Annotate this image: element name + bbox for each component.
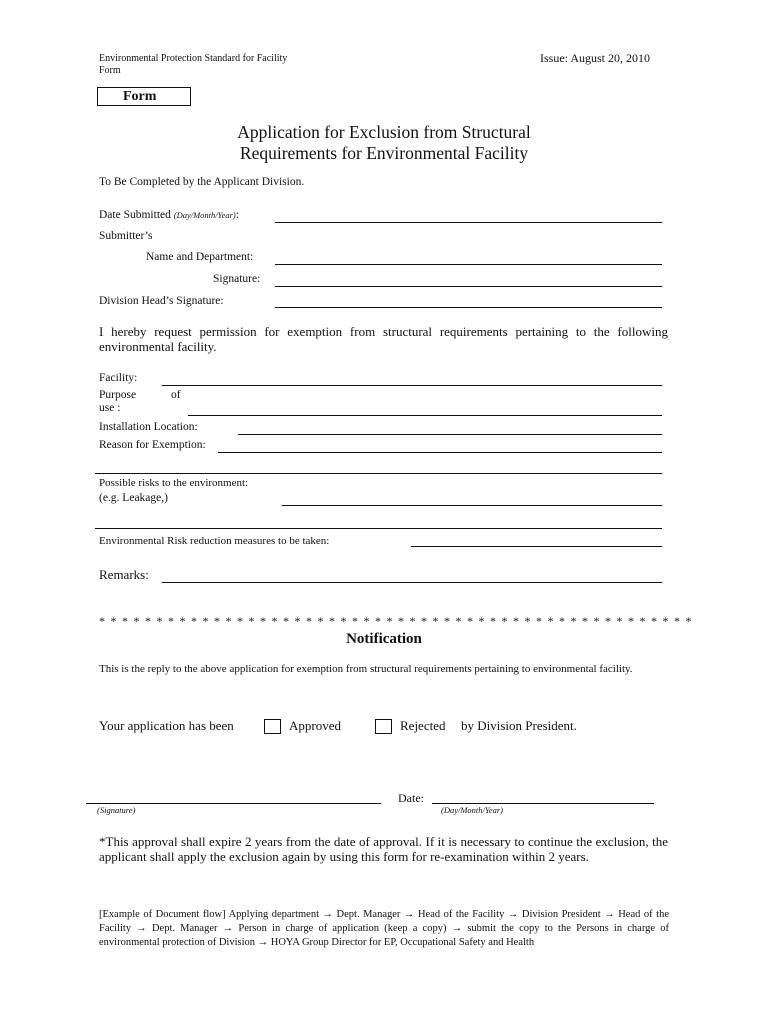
rejected-label: Rejected: [400, 718, 446, 733]
remarks-line[interactable]: [162, 582, 662, 583]
risks-label: Possible risks to the environment:: [99, 477, 249, 489]
reason-label: Reason for Exemption:: [99, 439, 206, 451]
applicant-note: To Be Completed by the Applicant Division.: [99, 176, 305, 188]
approved-checkbox[interactable]: [264, 719, 281, 734]
purpose-label: Purpose: [99, 389, 137, 401]
header-form: Form: [99, 65, 121, 76]
signature-label: Signature:: [213, 273, 261, 285]
header-standard: Environmental Protection Standard for Facility: [99, 53, 288, 64]
rejected-checkbox[interactable]: [375, 719, 392, 734]
approved-label: Approved: [289, 718, 341, 733]
expiry-note: *This approval shall expire 2 years from the date of approval. If it is necessary to continue the exclusion, the applicant shall apply the exclusion again by using this form for re-examination within 2 years.: [99, 834, 668, 864]
remarks-label: Remarks:: [99, 567, 149, 582]
name-dept-label: Name and Department:: [146, 251, 254, 263]
installation-line[interactable]: [238, 434, 662, 435]
risks-line-2[interactable]: [95, 528, 662, 529]
date-caption: (Day/Month/Year): [441, 805, 504, 815]
separator-stars: * * * * * * * * * * * * * * * * * * * * * * * * * * * * * * * * * * * * * * * * * * * * * * * * * * * *: [99, 614, 693, 628]
purpose-use-label: use :: [99, 402, 121, 414]
by-division-president: by Division President.: [461, 718, 577, 733]
submitters-label: Submitter’s: [99, 230, 153, 242]
signature-caption: (Signature): [97, 805, 136, 815]
form-label-box: Form: [97, 87, 191, 106]
risks-eg-label: (e.g. Leakage,): [99, 492, 168, 504]
title-line-2: Requirements for Environmental Facility: [239, 143, 529, 163]
reason-line[interactable]: [218, 452, 662, 453]
date-submitted-label: [99, 209, 239, 221]
document-flow-note: [Example of Document flow] Applying department → Dept. Manager → Head of the Facility → Division President → Head of the Facility → Dept. Manager → Person in charge of application (keep a copy) → submit the copy to the Persons in charge of environmental protection of Division → HOYA Group Director for EP, Occupational Safety and Health: [99, 909, 669, 948]
reason-line-2[interactable]: [95, 473, 662, 474]
facility-label: Facility:: [99, 372, 138, 384]
approval-date-label: Date:: [398, 791, 424, 805]
notification-heading: Notification: [346, 631, 422, 647]
measures-label: Environmental Risk reduction measures to be taken:: [99, 535, 330, 547]
facility-line[interactable]: [162, 385, 662, 386]
division-head-line[interactable]: [275, 307, 662, 308]
name-dept-line[interactable]: [275, 264, 662, 265]
issue-date: Issue: August 20, 2010: [540, 51, 651, 65]
approval-date-line[interactable]: [432, 803, 654, 804]
reply-text: This is the reply to the above application for exemption from structural requirements pertaining to environmental facility.: [99, 663, 633, 675]
title-line-1: Application for Exclusion from Structural: [237, 122, 531, 142]
purpose-line[interactable]: [188, 415, 662, 416]
date-submitted-text: Date Submitted: [99, 209, 171, 221]
approval-signature-line[interactable]: [86, 803, 381, 804]
risks-line[interactable]: [282, 505, 662, 506]
measures-line[interactable]: [411, 546, 662, 547]
date-colon: :: [235, 209, 239, 221]
result-prefix: Your application has been: [99, 718, 234, 733]
request-text: I hereby request permission for exemption from structural requirements pertaining to the following environmental facility.: [99, 324, 668, 354]
date-format-hint: (Day/Month/Year): [173, 210, 236, 220]
division-head-label: Division Head’s Signature:: [99, 295, 224, 307]
installation-label: Installation Location:: [99, 421, 198, 433]
page-title: [0, 122, 768, 164]
purpose-of-label: of: [171, 389, 181, 401]
signature-line[interactable]: [275, 286, 662, 287]
date-submitted-line[interactable]: [275, 222, 662, 223]
